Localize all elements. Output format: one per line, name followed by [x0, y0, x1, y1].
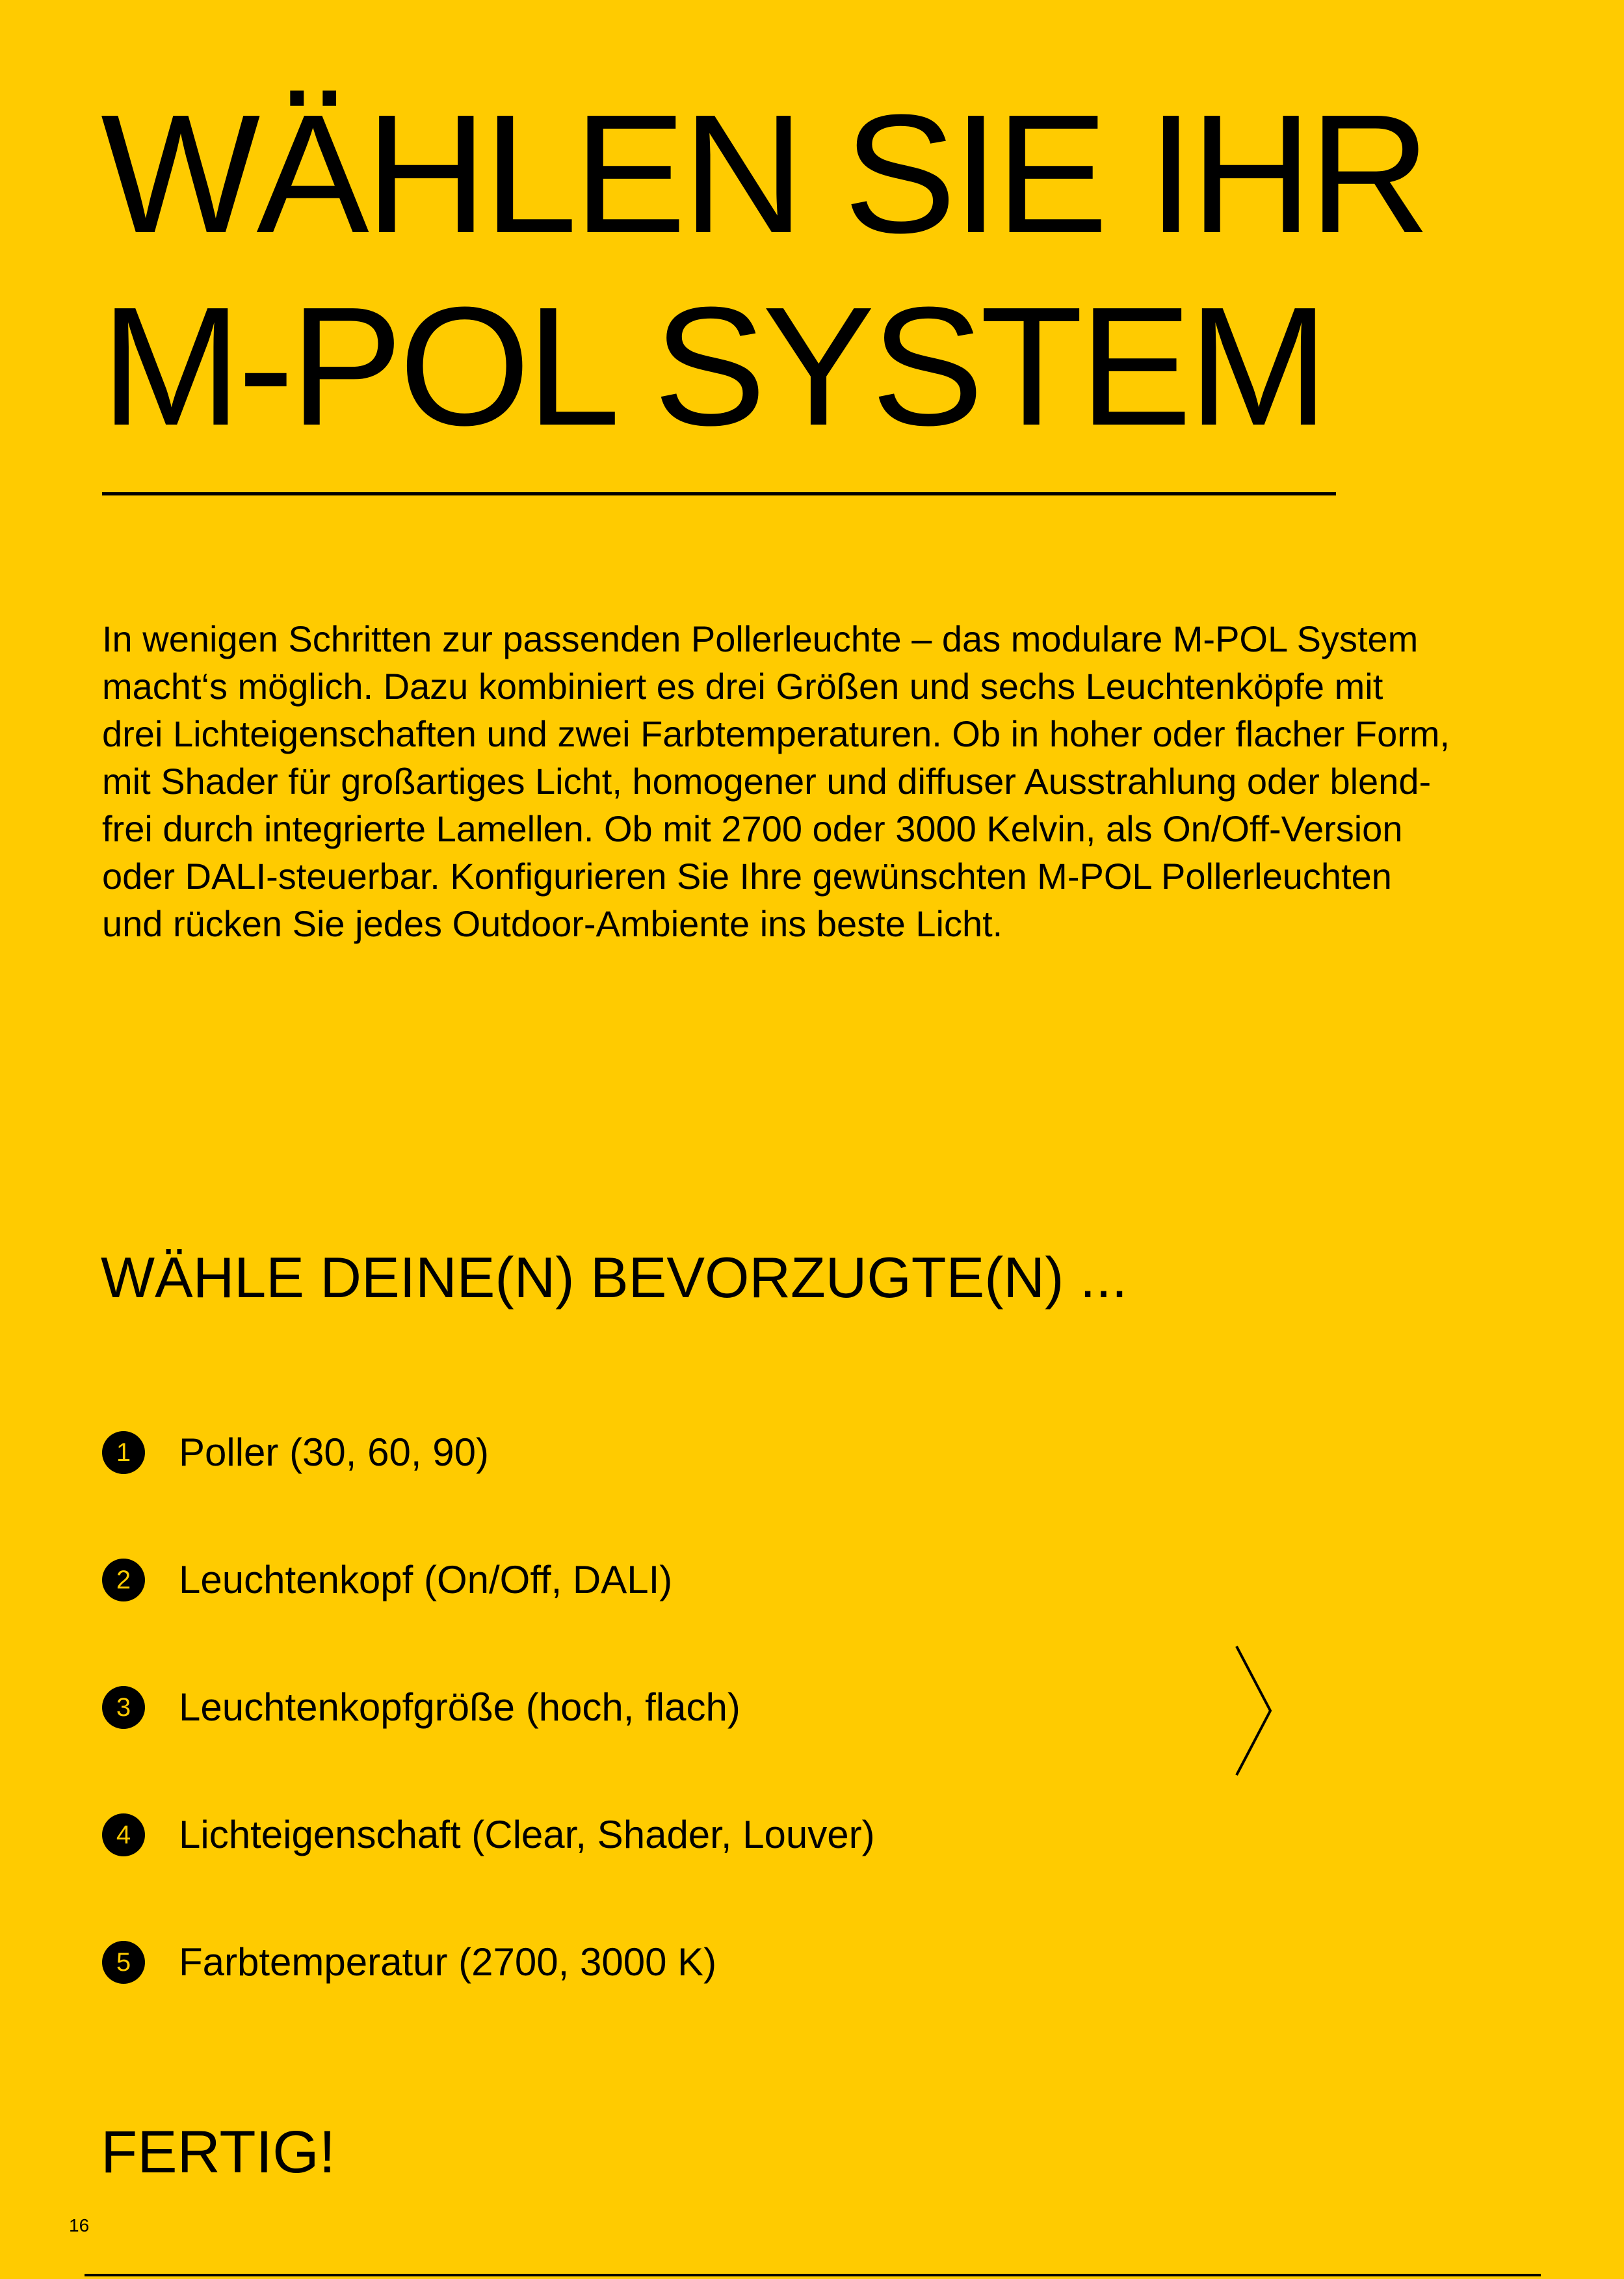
page-number: 16: [69, 2215, 90, 2235]
step-label: Poller (30, 60, 90): [179, 1430, 489, 1474]
intro-line: und rücken Sie jedes Outdoor-Ambiente ins beste Licht.: [102, 903, 1003, 944]
page-title: [101, 78, 1427, 463]
intro-line: macht‘s möglich. Dazu kombiniert es drei Größen und sechs Leuchtenköpfe mit: [102, 666, 1383, 707]
step-number-badge: 5: [102, 1941, 145, 1984]
page-title-line-1: WÄHLEN SIE IHR: [101, 80, 1427, 269]
step-label: Farbtemperatur (2700, 3000 K): [179, 1940, 717, 1984]
intro-paragraph: [102, 615, 1493, 947]
intro-line: oder DALI-steuerbar. Konfigurieren Sie Ihre gewünschten M-POL Pollerleuchten: [102, 856, 1392, 897]
intro-line: frei durch integrierte Lamellen. Ob mit 2700 oder 3000 Kelvin, als On/Off-Version: [102, 808, 1403, 849]
steps-heading: WÄHLE DEINE(N) BEVORZUGTE(N) ...: [101, 1245, 1128, 1310]
title-divider: [102, 492, 1336, 495]
step-label: Lichteigenschaft (Clear, Shader, Louver): [179, 1813, 875, 1856]
step-item-2: [102, 1554, 672, 1606]
step-number-badge: 2: [102, 1559, 145, 1601]
step-number-badge: 1: [102, 1431, 145, 1474]
step-label: Leuchtenkopf (On/Off, DALI): [179, 1558, 673, 1601]
step-number-badge: 3: [102, 1686, 145, 1729]
step-number-badge: 4: [102, 1813, 145, 1856]
intro-line: In wenigen Schritten zur passenden Pollerleuchte – das modulare M-POL System: [102, 618, 1419, 659]
intro-line: drei Lichteigenschaften und zwei Farbtemperaturen. Ob in hoher oder flacher Form,: [102, 713, 1450, 754]
step-label: Leuchtenkopfgröße (hoch, flach): [179, 1685, 740, 1729]
step-item-5: [102, 1936, 716, 1988]
chevron-right-icon[interactable]: [1229, 1644, 1274, 1778]
step-item-1: [102, 1427, 489, 1479]
step-item-3: [102, 1681, 740, 1733]
intro-line: mit Shader für großartiges Licht, homogener und diffuser Ausstrahlung oder blend-: [102, 761, 1432, 802]
page-title-line-2: M-POL SYSTEM: [101, 272, 1326, 461]
footer-divider: [85, 2274, 1541, 2276]
finish-heading: FERTIG!: [101, 2119, 336, 2185]
step-item-4: [102, 1809, 875, 1861]
